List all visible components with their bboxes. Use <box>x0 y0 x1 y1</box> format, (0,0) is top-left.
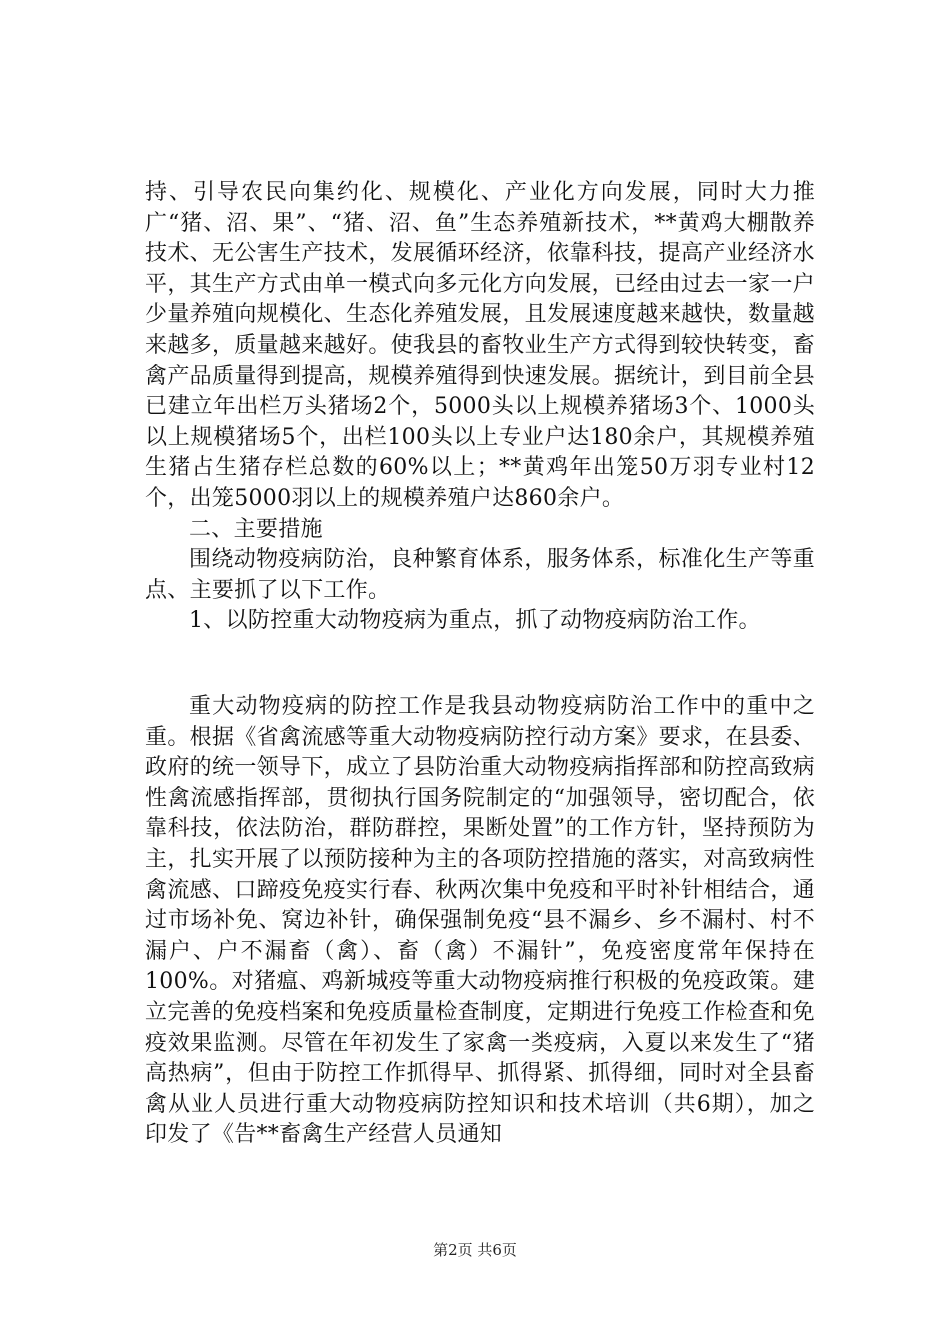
paragraph-statistics: 持、引导农民向集约化、规模化、产业化方向发展，同时大力推广“猪、沼、果”、“猪、沼、鱼”生态养殖新技术，**黄鸡大棚散养技术、无公害生产技术，发展循环经济，依靠科技，提高产业经济水平，其生产方式由单一模式向多元化方向发展，已经由过去一家一户少量养殖向规模化、生态化养殖发展，且发展速度越来越快，数量越来越多，质量越来越好。使我县的畜牧业生产方式得到较快转变，畜禽产品质量得到提高，规模养殖得到快速发展。据统计，到目前全县已建立年出栏万头猪场2个，5000头以上规模养猪场3个、1000头以上规模猪场5个，出栏100头以上专业户达180余户，其规模养殖生猪占生猪存栏总数的60%以上；**黄鸡年出笼50万羽专业村12个，出笼5000羽以上的规模养殖户达860余户。 <box>145 180 815 511</box>
paragraph-intro: 围绕动物疫病防治，良种繁育体系，服务体系，标准化生产等重点、主要抓了以下工作。 <box>145 547 815 603</box>
subsection-heading: 1、以防控重大动物疫病为重点，抓了动物疫病防治工作。 <box>189 608 761 634</box>
text-block-top <box>145 178 815 637</box>
text-block-main <box>145 692 815 1151</box>
paragraph-epidemic-control: 重大动物疫病的防控工作是我县动物疫病防治工作中的重中之重。根据《省禽流感等重大动物疫病防控行动方案》要求，在县委、政府的统一领导下，成立了县防治重大动物疫病指挥部和防控高致病性禽流感指挥部，贯彻执行国务院制定的“加强领导，密切配合，依靠科技，依法防治，群防群控，果断处置”的工作方针，坚持预防为主，扎实开展了以预防接种为主的各项防控措施的落实，对高致病性禽流感、口蹄疫免疫实行春、秋两次集中免疫和平时补针相结合，通过市场补免、窝边补针，确保强制免疫“县不漏乡、乡不漏村、村不漏户、户不漏畜（禽）、畜（禽）不漏针”，免疫密度常年保持在100%。对猪瘟、鸡新城疫等重大动物疫病推行积极的免疫政策。建立完善的免疫档案和免疫质量检查制度，定期进行免疫工作检查和免疫效果监测。尽管在年初发生了家禽一类疫病，入夏以来发生了“猪高热病”，但由于防控工作抓得早、抓得紧、抓得细，同时对全县畜禽从业人员进行重大动物疫病防控知识和技术培训（共6期），加之印发了《告**畜禽生产经营人员通知 <box>145 694 815 1148</box>
section-heading: 二、主要措施 <box>189 516 323 542</box>
page-footer <box>0 1239 950 1260</box>
page-number: 第2页 共6页 <box>433 1241 517 1259</box>
